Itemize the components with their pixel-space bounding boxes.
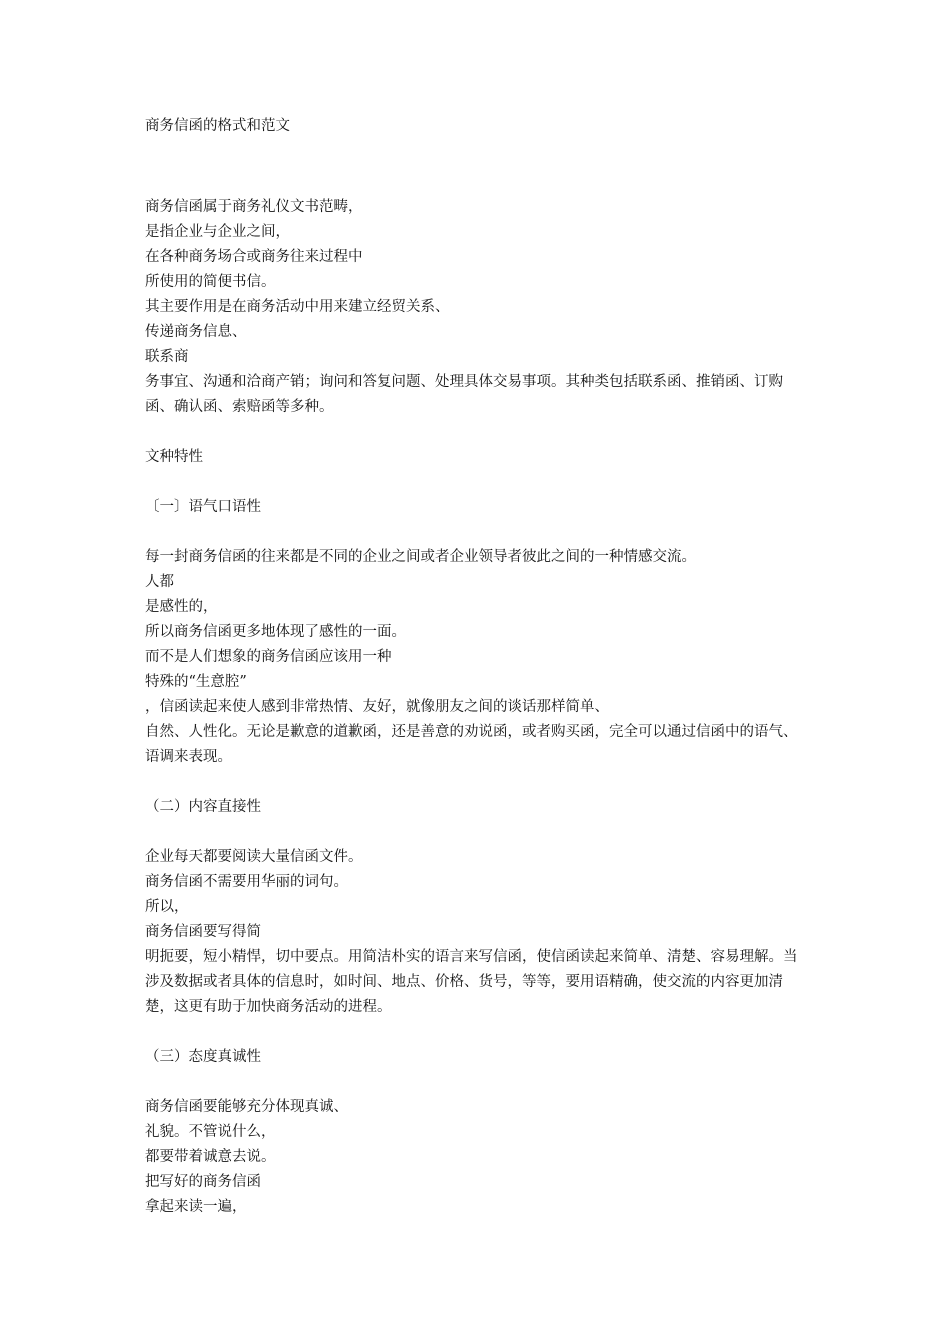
text-line: 所使用的简便书信。 bbox=[145, 274, 276, 290]
text-line: 商务信函不需要用华丽的词句。 bbox=[145, 874, 348, 890]
subsection-heading-3: （三）态度真诚性 bbox=[145, 1049, 261, 1065]
text-line: 传递商务信息、 bbox=[145, 324, 247, 340]
section-heading: 文种特性 bbox=[145, 449, 203, 465]
text-line: 礼貌。不管说什么， bbox=[145, 1124, 276, 1140]
text-line: 其主要作用是在商务活动中用来建立经贸关系、 bbox=[145, 299, 450, 315]
text-line: 在各种商务场合或商务往来过程中 bbox=[145, 249, 363, 265]
text-line: 把写好的商务信函 bbox=[145, 1174, 261, 1190]
text-paragraph: 自然、人性化。无论是歉意的道歉函，还是善意的劝说函，或者购买函，完全可以通过信函中的语气、语调来表现。 bbox=[145, 724, 798, 765]
text-line: ，信函读起来使人感到非常热情、友好，就像朋友之间的谈话那样简单、 bbox=[145, 699, 609, 715]
text-line: 商务信函要能够充分体现真诚、 bbox=[145, 1099, 348, 1115]
page-title: 商务信函的格式和范文 bbox=[145, 118, 290, 134]
text-line: 每一封商务信函的往来都是不同的企业之间或者企业领导者彼此之间的一种情感交流。 bbox=[145, 549, 696, 565]
text-line: 商务信函属于商务礼仪文书范畴， bbox=[145, 199, 363, 215]
text-line: 是感性的， bbox=[145, 599, 218, 615]
subsection-heading-2: （二）内容直接性 bbox=[145, 799, 261, 815]
text-paragraph: 务事宜、沟通和洽商产销；询问和答复问题、处理具体交易事项。其种类包括联系函、推销函、订购函、确认函、索赔函等多种。 bbox=[145, 374, 783, 415]
text-line: 是指企业与企业之间， bbox=[145, 224, 290, 240]
intro-paragraph bbox=[145, 195, 810, 420]
text-paragraph: 明扼要，短小精悍，切中要点。用简洁朴实的语言来写信函，使信函读起来简单、清楚、容易理解。当涉及数据或者具体的信息时，如时间、地点、价格、货号，等等，要用语精确，使交流的内容更加清楚，这更有助于加快商务活动的进程。 bbox=[145, 949, 798, 1015]
text-line: 商务信函要写得简 bbox=[145, 924, 261, 940]
text-line: 企业每天都要阅读大量信函文件。 bbox=[145, 849, 363, 865]
text-line: 都要带着诚意去说。 bbox=[145, 1149, 276, 1165]
text-line: 特殊的“生意腔” bbox=[145, 674, 247, 690]
text-line: 人都 bbox=[145, 574, 174, 590]
subsection-1-body bbox=[145, 545, 810, 770]
subsection-2-body bbox=[145, 845, 810, 1020]
text-line: 所以， bbox=[145, 899, 189, 915]
text-line: 所以商务信函更多地体现了感性的一面。 bbox=[145, 624, 406, 640]
document-page bbox=[145, 114, 810, 1220]
subsection-heading-1: 〔一〕语气口语性 bbox=[145, 499, 261, 515]
text-line: 而不是人们想象的商务信函应该用一种 bbox=[145, 649, 392, 665]
text-line: 拿起来读一遍， bbox=[145, 1199, 247, 1215]
subsection-3-body bbox=[145, 1095, 810, 1220]
text-line: 联系商 bbox=[145, 349, 189, 365]
